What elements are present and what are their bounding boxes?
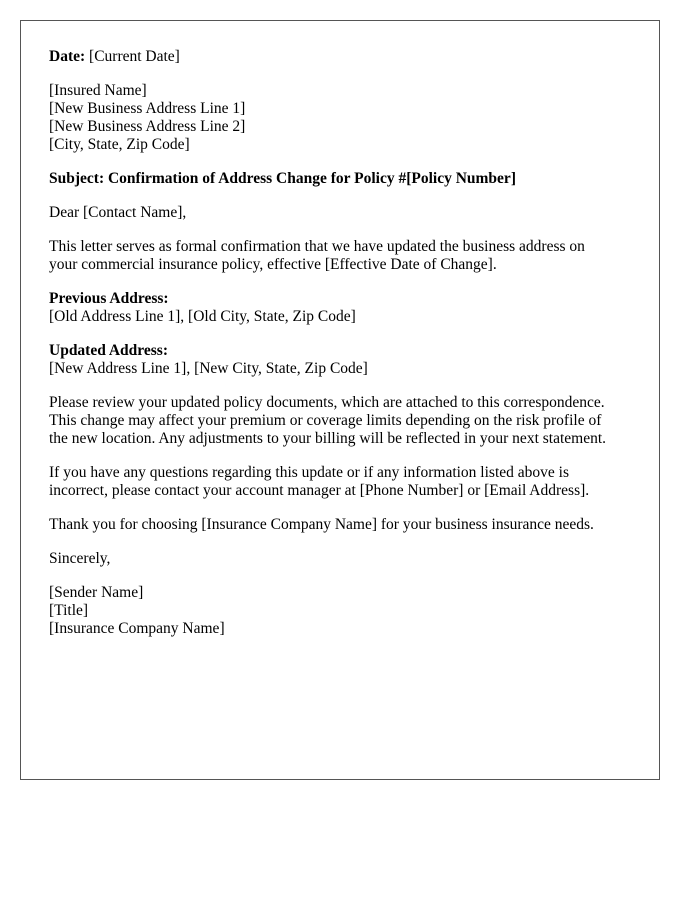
- intro-paragraph: [49, 238, 631, 274]
- recipient-city-state-zip: [City, State, Zip Code]: [49, 136, 190, 153]
- salutation: Dear [Contact Name],: [49, 204, 187, 221]
- sender-company: [Insurance Company Name]: [49, 620, 225, 637]
- sender-title: [Title]: [49, 602, 89, 619]
- recipient-address-line-2: [New Business Address Line 2]: [49, 118, 246, 135]
- intro-line-2: your commercial insurance policy, effective [Effective Date of Change].: [49, 256, 497, 273]
- questions-line-2: incorrect, please contact your account manager at [Phone Number] or [Email Address].: [49, 482, 590, 499]
- letter-page: [20, 20, 660, 780]
- review-line-3: the new location. Any adjustments to your billing will be reflected in your next statement.: [49, 430, 607, 447]
- date-value: [Current Date]: [89, 48, 180, 65]
- questions-paragraph: [49, 464, 631, 500]
- recipient-address-line-1: [New Business Address Line 1]: [49, 100, 246, 117]
- review-line-2: This change may affect your premium or coverage limits depending on the risk profile of: [49, 412, 602, 429]
- previous-address-value: [Old Address Line 1], [Old City, State, Zip Code]: [49, 308, 356, 325]
- recipient-name: [Insured Name]: [49, 82, 147, 99]
- previous-address-label: Previous Address:: [49, 290, 169, 307]
- date-label: Date:: [49, 48, 86, 65]
- previous-address-block: [49, 290, 631, 326]
- closing-line: Sincerely,: [49, 550, 111, 567]
- sender-name: [Sender Name]: [49, 584, 144, 601]
- signature-block: [49, 584, 631, 638]
- updated-address-value: [New Address Line 1], [New City, State, Zip Code]: [49, 360, 368, 377]
- review-line-1: Please review your updated policy documents, which are attached to this correspondence.: [49, 394, 605, 411]
- recipient-address-block: [49, 82, 631, 154]
- updated-address-block: [49, 342, 631, 378]
- date-line: [49, 48, 631, 66]
- review-paragraph: [49, 394, 631, 448]
- updated-address-label: Updated Address:: [49, 342, 169, 359]
- subject-line: Subject: Confirmation of Address Change for Policy #[Policy Number]: [49, 170, 516, 187]
- intro-line-1: This letter serves as formal confirmation that we have updated the business address on: [49, 238, 585, 255]
- thanks-line: Thank you for choosing [Insurance Company Name] for your business insurance needs.: [49, 516, 594, 533]
- questions-line-1: If you have any questions regarding this update or if any information listed above is: [49, 464, 569, 481]
